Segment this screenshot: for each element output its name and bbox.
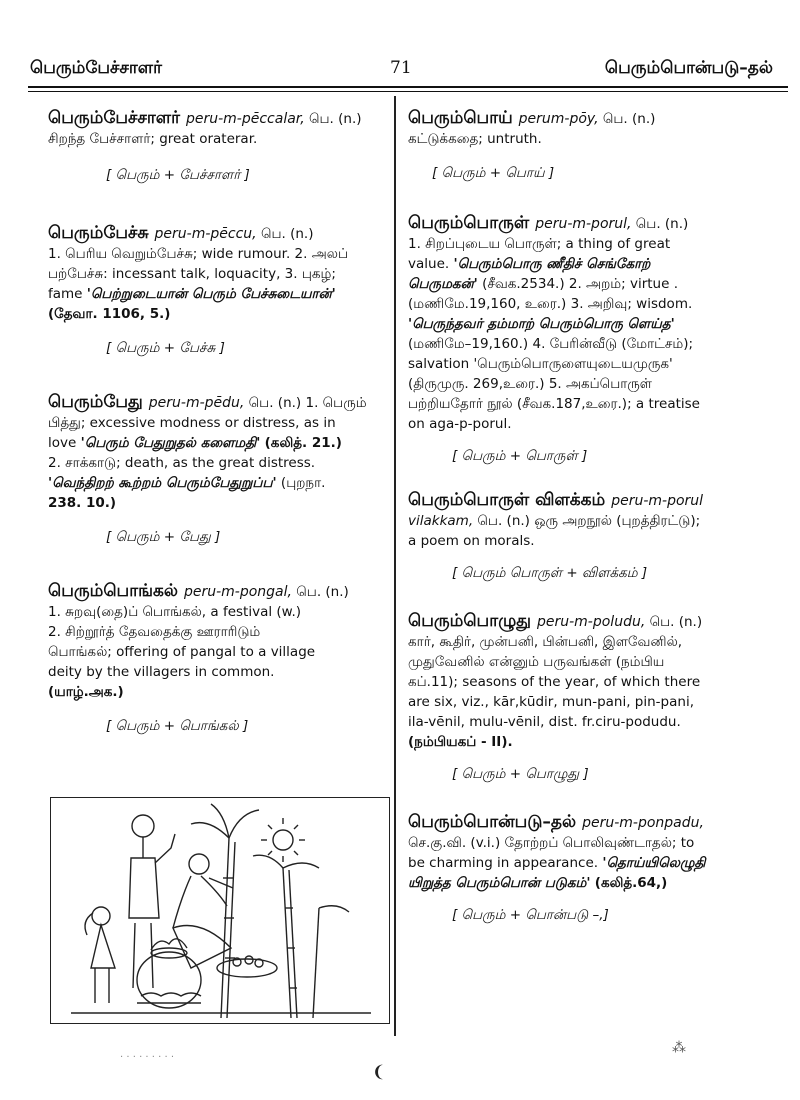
sugarcane-icon <box>191 804 349 1018</box>
entry-definition-line: பொங்கல்; offering of pangal to a village <box>48 644 316 660</box>
dictionary-entry <box>48 392 386 547</box>
entry-citation: (கலித்.64,) <box>594 875 668 891</box>
entry-citation: (புறநா. <box>280 475 326 491</box>
entry-grammar: பெ. (n.) <box>649 614 703 630</box>
entry-etymology: [ பெரும் + பொன்படு –,] <box>452 907 609 923</box>
pongal-pot-icon <box>137 939 201 1008</box>
entry-definition-line: (மணிமே–19,160.) 4. பேரின்வீடு (மோட்சம்); <box>408 336 694 352</box>
entry-quotation: 'பெற்றுடையான் பெரும் பேச்சுடையான்' <box>86 286 336 302</box>
entry-quotation: 'பெரும்பொரு ணீதிச் செங்கோற் <box>453 256 651 272</box>
entry-grammar: பெ. (n.) <box>309 111 362 127</box>
entry-citation: (நம்பியகப் - II). <box>408 734 513 750</box>
dictionary-entry <box>408 213 780 466</box>
entry-transliteration: peru-m-porul, <box>535 216 632 232</box>
entry-quotation: 'பெரும் பேதுறுதல் களைமதி' <box>80 435 261 451</box>
entry-quotation: 'தொய்யிலெழுதி <box>602 855 706 871</box>
running-header <box>30 58 785 88</box>
entry-citation: 238. 10.) <box>48 495 117 511</box>
entry-text: be charming in appearance. <box>408 855 599 871</box>
dictionary-entry <box>408 108 780 183</box>
entry-text: value. <box>408 256 450 272</box>
entry-etymology: [ பெரும் + பொருள் ] <box>452 448 588 464</box>
entry-text: love <box>48 435 77 451</box>
entry-definition-line: பற்றியதோர் நூல் (சீவக.187,உரை.); a treatise <box>408 396 700 412</box>
offering-plate-icon <box>217 956 277 977</box>
entry-transliteration: peru-m-ponpadu, <box>582 815 704 831</box>
entry-headword: பெரும்பேச்சாளர் <box>48 108 180 128</box>
entry-definition-line: பித்து; excessive modness or distress, as in <box>48 415 336 431</box>
entry-definition: கட்டுக்கதை; untruth. <box>408 131 542 147</box>
woman-figure <box>173 854 233 968</box>
entry-quotation: பெருமகன்' <box>408 276 478 292</box>
entry-etymology: [ பெரும் + பொழுது ] <box>452 766 589 782</box>
entry-headword: பெரும்பொய் <box>408 108 513 128</box>
entry-grammar: பெ. (n.) <box>296 584 349 600</box>
entry-citation: (கலித். 21.) <box>264 435 342 451</box>
header-rule <box>28 86 788 88</box>
entry-definition-line: on aga-p-porul. <box>408 416 512 432</box>
scan-artifact-mark: · · · · · · · · · <box>120 1052 175 1063</box>
left-column <box>48 108 386 736</box>
entry-etymology: [ பெரும் + பேச்சு ] <box>106 340 225 356</box>
pongal-festival-illustration <box>50 797 390 1024</box>
entry-headword: பெரும்பேது <box>48 392 143 412</box>
entry-text: fame <box>48 286 83 302</box>
entry-headword: பெரும்பொருள் விளக்கம் <box>408 490 606 510</box>
entry-definition-line: a poem on morals. <box>408 533 535 549</box>
entry-definition-line: பற்பேச்சு: incessant talk, loquacity, 3. புகழ்; <box>48 266 336 282</box>
dictionary-entry <box>48 223 386 358</box>
entry-definition-line: deity by the villagers in common. <box>48 664 275 680</box>
scan-artifact-mark: ⁂ <box>672 1040 686 1056</box>
entry-definition-line: (மணிமே.19,160, உரை.) 3. அறிவு; wisdom. <box>408 296 693 312</box>
entry-etymology: [ பெரும் + பொங்கல் ] <box>106 718 249 734</box>
scan-artifact-mark: ❨ <box>372 1062 386 1081</box>
entry-definition-line: (திருமுரு. 269,உரை.) 5. அகப்பொருள் <box>408 376 652 392</box>
entry-etymology: [ பெரும் பொருள் + விளக்கம் ] <box>452 565 648 581</box>
sun-icon <box>261 818 305 862</box>
girl-figure <box>85 907 115 1003</box>
entry-headword: பெரும்பொன்படு–தல் <box>408 812 577 832</box>
right-column <box>408 108 780 925</box>
dictionary-entry <box>48 108 386 185</box>
entry-definition-line: 1. பெரிய வெறும்பேச்சு; wide rumour. 2. அலப் <box>48 246 348 262</box>
entry-definition: சிறந்த பேச்சாளர்; great oraterar. <box>48 131 258 147</box>
entry-transliteration: peru-m-porul <box>611 493 704 509</box>
entry-quotation: 'வெந்திறற் கூற்றம் பெரும்பேதுறுப்ப' <box>48 475 277 491</box>
entry-quotation: 'பெருந்தவர் தம்மாற் பெரும்பொரு ளெய்த' <box>408 316 675 332</box>
entry-definition-line: 2. சிற்றூர்த் தேவதைக்கு ஊராரிடும் <box>48 624 261 640</box>
page-number: 71 <box>390 58 412 78</box>
entry-headword: பெரும்பொழுது <box>408 611 531 631</box>
dictionary-entry <box>408 812 780 925</box>
entry-definition-line: ila-vēnil, mulu-vēnil, dist. fr.ciru-podudu. <box>408 714 681 730</box>
entry-definition-line: கப்.11); seasons of the year, of which there <box>408 674 701 690</box>
entry-grammar: பெ. (n.) <box>635 216 689 232</box>
header-rule-thin <box>28 91 788 92</box>
entry-quotation: யிறுத்த பெரும்பொன் படுகம்' <box>408 875 591 891</box>
entry-transliteration: perum-pōy, <box>518 111 599 127</box>
header-left-guideword: பெரும்பேச்சாளர் <box>30 58 162 78</box>
entry-definition-line: 2. சாக்காடு; death, as the great distress. <box>48 455 316 471</box>
entry-etymology: [ பெரும் + பேச்சாளர் ] <box>106 167 250 183</box>
entry-etymology: [ பெரும் + பொய் ] <box>432 165 555 181</box>
entry-transliteration: peru-m-poludu, <box>536 614 646 630</box>
header-right-guideword: பெரும்பொன்படு–தல் <box>604 58 773 78</box>
dictionary-entry <box>408 611 780 784</box>
entry-citation: (யாழ்.அக.) <box>48 684 124 700</box>
entry-transliteration: peru-m-pongal, <box>183 584 292 600</box>
entry-transliteration: peru-m-pēdu, <box>148 395 245 411</box>
entry-transliteration: peru-m-pēccu, <box>154 226 257 242</box>
entry-text: பெ. (n.) ஒரு அறநூல் (புறத்திரட்டு); <box>477 513 701 529</box>
entry-definition-line: 1. சிறப்புடைய பொருள்; a thing of great <box>408 236 671 252</box>
illustration-drawing <box>51 798 389 1023</box>
entry-headword: பெரும்பொருள் <box>408 213 530 233</box>
entry-definition-line: முதுவேனில் என்னும் பருவங்கள் (நம்பிய <box>408 654 665 670</box>
entry-definition-line: 1. சுறவு(தை)ப் பொங்கல், a festival (w.) <box>48 604 302 620</box>
entry-transliteration: vilakkam, <box>408 513 474 529</box>
dictionary-entry <box>48 581 386 736</box>
entry-headword: பெரும்பேச்சு <box>48 223 149 243</box>
entry-grammar: பெ. (n.) <box>602 111 656 127</box>
entry-definition-line: கார், கூதிர், முன்பனி, பின்பனி, இளவேனில், <box>408 634 683 650</box>
man-figure <box>129 815 175 988</box>
entry-citation: (தேவா. 1106, 5.) <box>48 306 171 322</box>
entry-transliteration: peru-m-pēccalar, <box>185 111 305 127</box>
entry-definition-line: are six, viz., kār,kūdir, mun-pani, pin-pani, <box>408 694 694 710</box>
column-divider <box>394 96 396 1036</box>
entry-grammar: பெ. (n.) 1. பெரும் <box>248 395 367 411</box>
dictionary-entry <box>408 490 780 583</box>
entry-definition-line: salvation 'பெரும்பொருளையுடையமுருக' <box>408 356 673 372</box>
entry-grammar: பெ. (n.) <box>260 226 314 242</box>
entry-headword: பெரும்பொங்கல் <box>48 581 178 601</box>
entry-etymology: [ பெரும் + பேது ] <box>106 529 221 545</box>
entry-definition-line: செ.கு.வி. (v.i.) தோற்றப் பொலிவுண்டாதல்; to <box>408 835 695 851</box>
entry-citation: (சீவக.2534.) 2. அறம்; virtue . <box>482 276 678 292</box>
